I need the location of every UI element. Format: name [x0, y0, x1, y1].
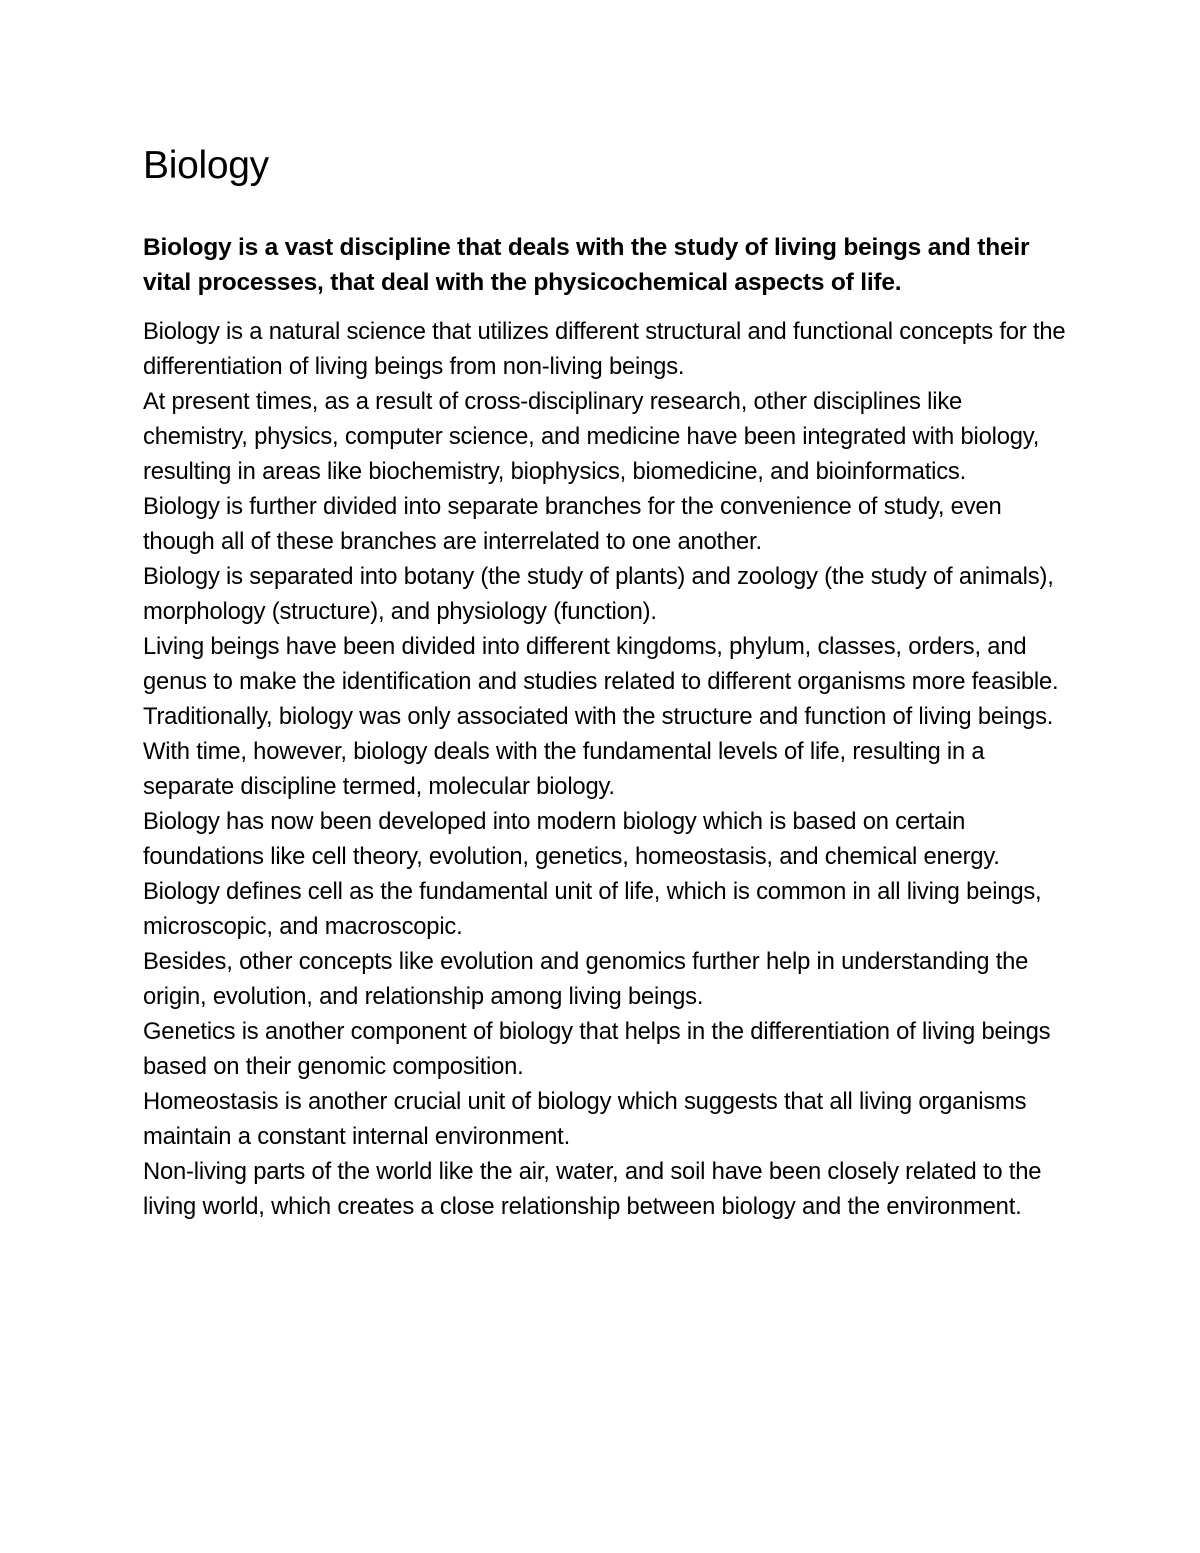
body-paragraph: Biology is further divided into separate branches for the convenience of study, even though all of these branches are interrelated to one another.: [143, 493, 1002, 555]
body-paragraph: Biology has now been developed into modern biology which is based on certain foundations like cell theory, evolution, genetics, homeostasis, and chemical energy.: [143, 808, 1000, 870]
document-body: [143, 138, 1068, 1224]
body-paragraph: Biology is separated into botany (the study of plants) and zoology (the study of animals), morphology (structure), and physiology (function).: [143, 563, 1054, 625]
body-paragraph: Genetics is another component of biology that helps in the differentiation of living beings based on their genomic composition.: [143, 1018, 1051, 1080]
document-title: Biology: [143, 144, 269, 187]
body-paragraph: Biology defines cell as the fundamental unit of life, which is common in all living beings, microscopic, and macroscopic.: [143, 878, 1042, 940]
body-paragraph: Traditionally, biology was only associated with the structure and function of living beings.: [143, 703, 1054, 730]
body-paragraph: Non-living parts of the world like the air, water, and soil have been closely related to the living world, which creates a close relationship between biology and the environment.: [143, 1158, 1042, 1220]
body-paragraph: At present times, as a result of cross-disciplinary research, other disciplines like chemistry, physics, computer science, and medicine have been integrated with biology, resulting in areas like biochemistry, biophysics, biomedicine, and bioinformatics.: [143, 388, 1040, 485]
body-paragraph: Besides, other concepts like evolution and genomics further help in understanding the origin, evolution, and relationship among living beings.: [143, 948, 1029, 1010]
body-paragraph: Biology is a natural science that utilizes different structural and functional concepts for the differentiation of living beings from non-living beings.: [143, 318, 1066, 380]
body-paragraph: With time, however, biology deals with the fundamental levels of life, resulting in a separate discipline termed, molecular biology.: [143, 738, 985, 800]
body-paragraph: Homeostasis is another crucial unit of biology which suggests that all living organisms maintain a constant internal environment.: [143, 1088, 1027, 1150]
body-paragraph: Living beings have been divided into different kingdoms, phylum, classes, orders, and genus to make the identification and studies related to different organisms more feasible.: [143, 633, 1059, 695]
lead-paragraph: Biology is a vast discipline that deals with the study of living beings and their vital processes, that deal with the physicochemical aspects of life.: [143, 234, 1030, 296]
